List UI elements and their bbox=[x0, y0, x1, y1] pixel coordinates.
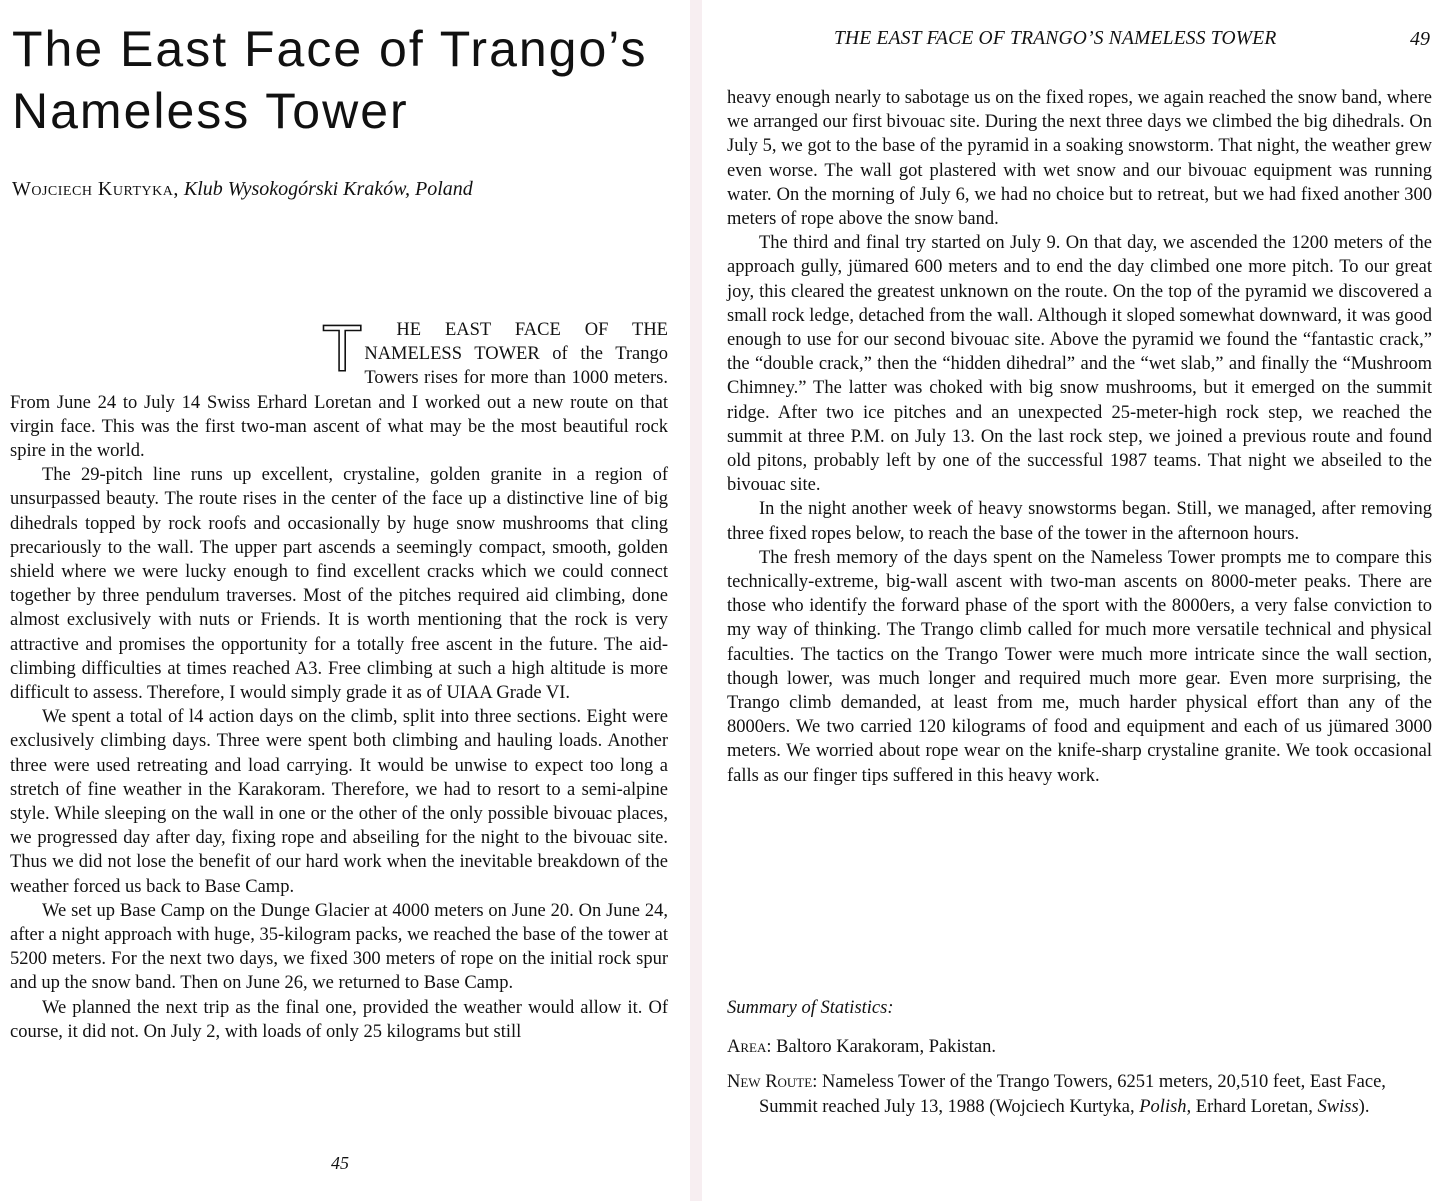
running-head: THE EAST FACE OF TRANGO’S NAMELESS TOWER bbox=[834, 28, 1277, 49]
page-number: 45 bbox=[331, 1153, 349, 1173]
paragraph: The 29-pitch line runs up excellent, crystaline, golden granite in a region of unsurpassed beauty. The route rises in the center of the face up a distinctive line of big dihedrals topped by rock roofs and occasionally by huge snow mushrooms that cling precariously to the wall. The upper part ascends a seemingly compact, smooth, golden shield where we were lucky enough to find excellent cracks which we could connect together by three pendulum traverses. Most of the pitches required aid climbing, done almost exclusively with nuts or Friends. It is worth mentioning that the rock is very attractive and promises the opportunity for a totally free ascent in the future. The aid-climbing difficulties at times reached A3. Free climbing at such a high altitude is more difficult to assess. Therefore, I would simply grade it as of UIAA Grade VI. bbox=[10, 465, 668, 704]
paragraph: The fresh memory of the days spent on the Nameless Tower prompts me to compare this technically-extreme, big-wall ascent with two-man ascents on 8000-meter peaks. There are those who identify the forward phase of the sport with the 8000ers, a very false conviction to my way of thinking. The Trango climb called for much more versatile technical and physical faculties. The tactics on the Trango Tower were much more intricate since the wall section, though lower, was much longer and required much more gear. Even more surprising, the Trango climb demanded, at least from me, much harder physical effort than any of the 8000ers. We two carried 120 kilograms of food and equipment and each of us jümared 3000 meters. We worried about rope wear on the knife-sharp crystaline granite. We took occasional falls as our finger tips suffered in this heavy work. bbox=[727, 547, 1432, 786]
drop-cap: T bbox=[322, 311, 363, 385]
paragraph bbox=[10, 311, 668, 463]
stat-nationality: Swiss bbox=[1317, 1097, 1359, 1117]
left-page bbox=[0, 0, 690, 1201]
paragraph: We planned the next trip as the final one, provided the weather would allow it. Of course, it did not. On July 2, with loads of only 25 kilograms but still bbox=[10, 997, 668, 1042]
byline-club: Klub Wysokogórski Kraków, Poland bbox=[183, 178, 473, 200]
title-line-1: The East Face of Trango’s bbox=[12, 21, 648, 77]
summary-of-statistics bbox=[727, 996, 1432, 1130]
title-line-2: Nameless Tower bbox=[12, 83, 409, 139]
paragraph: The third and final try started on July 9. On that day, we ascended the 1200 meters of the approach gully, jümared 600 meters and to end the day climbed one more pitch. To our great joy, this cleared the greatest unknown on the route. On the top of the pyramid we discovered a small rock ledge, detached from the wall. Although it sloped somewhat downward, it was good enough to use for our second bivouac site. Above the pyramid we found the “fantastic crack,” the “double crack,” then the “hidden dihedral” and the “wet slab,” and finally the “Mushroom Chimney.” The latter was choked with big snow mushrooms, but it emerged on the summit ridge. After two ice pitches and an unexpected 25-meter-high rock step, we reached the summit at three P.M. on July 13. On the last rock step, we joined a previous route and found old pitons, probably left by one of the successful 1987 teams. That night we abseiled to the bivouac site. bbox=[727, 233, 1432, 496]
right-body-text bbox=[727, 86, 1432, 788]
left-body-text bbox=[10, 311, 668, 1044]
byline bbox=[12, 178, 473, 201]
paragraph-text: of the Trango Towers rises for more than 1000 meters. From June 24 to July 14 Swiss Erhard Loretan and I worked out a new route on that virgin face. This was the first two-man ascent of what may be the most beautiful rock spire in the world. bbox=[10, 344, 668, 462]
stat-value: ). bbox=[1358, 1097, 1370, 1117]
summary-heading: Summary of Statistics: bbox=[727, 998, 894, 1018]
stat-nationality: Polish, bbox=[1139, 1097, 1192, 1117]
lead-caps: HE EAST FACE OF THE NAMELESS TOWER bbox=[364, 320, 668, 365]
page-gutter bbox=[690, 0, 702, 1201]
stat-area bbox=[727, 1035, 1432, 1060]
paragraph: In the night another week of heavy snowstorms began. Still, we managed, after removing three fixed ropes below, to reach the base of the tower in the afternoon hours. bbox=[727, 499, 1432, 544]
paragraph: We spent a total of l4 action days on the climb, split into three sections. Eight were exclusively climbing days. Three were spent both climbing and hauling loads. Another three were used retreating and load carrying. It would be unwise to expect too long a stretch of fine weather in the Karakoram. Therefore, we had to resort to a semi-alpine style. While sleeping on the wall in one or the other of the only possible bivouac places, we progressed day after day, fixing rope and abseiling for the night to the bivouac site. Thus we did not lose the benefit of our hard work when the inevitable breakdown of the weather forced us back to Base Camp. bbox=[10, 707, 668, 897]
stat-new-route bbox=[727, 1070, 1432, 1120]
article-title bbox=[12, 18, 672, 142]
stat-value: Baltoro Karakoram, Pakistan. bbox=[771, 1037, 997, 1057]
byline-author: Wojciech Kurtyka, bbox=[12, 178, 179, 200]
right-page bbox=[702, 0, 1456, 1201]
paragraph: heavy enough nearly to sabotage us on the fixed ropes, we again reached the snow band, where we arranged our first bivouac site. During the next three days we climbed the big dihedrals. On July 5, we got to the base of the pyramid in a soaking snowstorm. That night, the weather grew even worse. The wall got plastered with wet snow and our bivouac equipment was running water. On the morning of July 6, we had no choice but to retreat, but we had fixed another 300 meters of rope above the snow band. bbox=[727, 88, 1432, 230]
stat-label: New Route: bbox=[727, 1072, 818, 1092]
stat-value: Nameless Tower of the Trango Towers, 6251 meters, 20,510 feet, East Face, Summit reached July 13, 1988 (Wojciech Kurtyka, bbox=[759, 1072, 1386, 1117]
paragraph: We set up Base Camp on the Dunge Glacier at 4000 meters on June 20. On June 24, after a night approach with huge, 35-kilogram packs, we reached the base of the tower at 5200 meters. For the next two days, we fixed 300 meters of rope on the initial rock spur and up the snow band. Then on June 26, we returned to Base Camp. bbox=[10, 900, 668, 994]
stat-label: Area: bbox=[727, 1037, 772, 1057]
stat-value: Erhard Loretan, bbox=[1191, 1097, 1318, 1117]
page-number: 49 bbox=[1410, 28, 1430, 50]
